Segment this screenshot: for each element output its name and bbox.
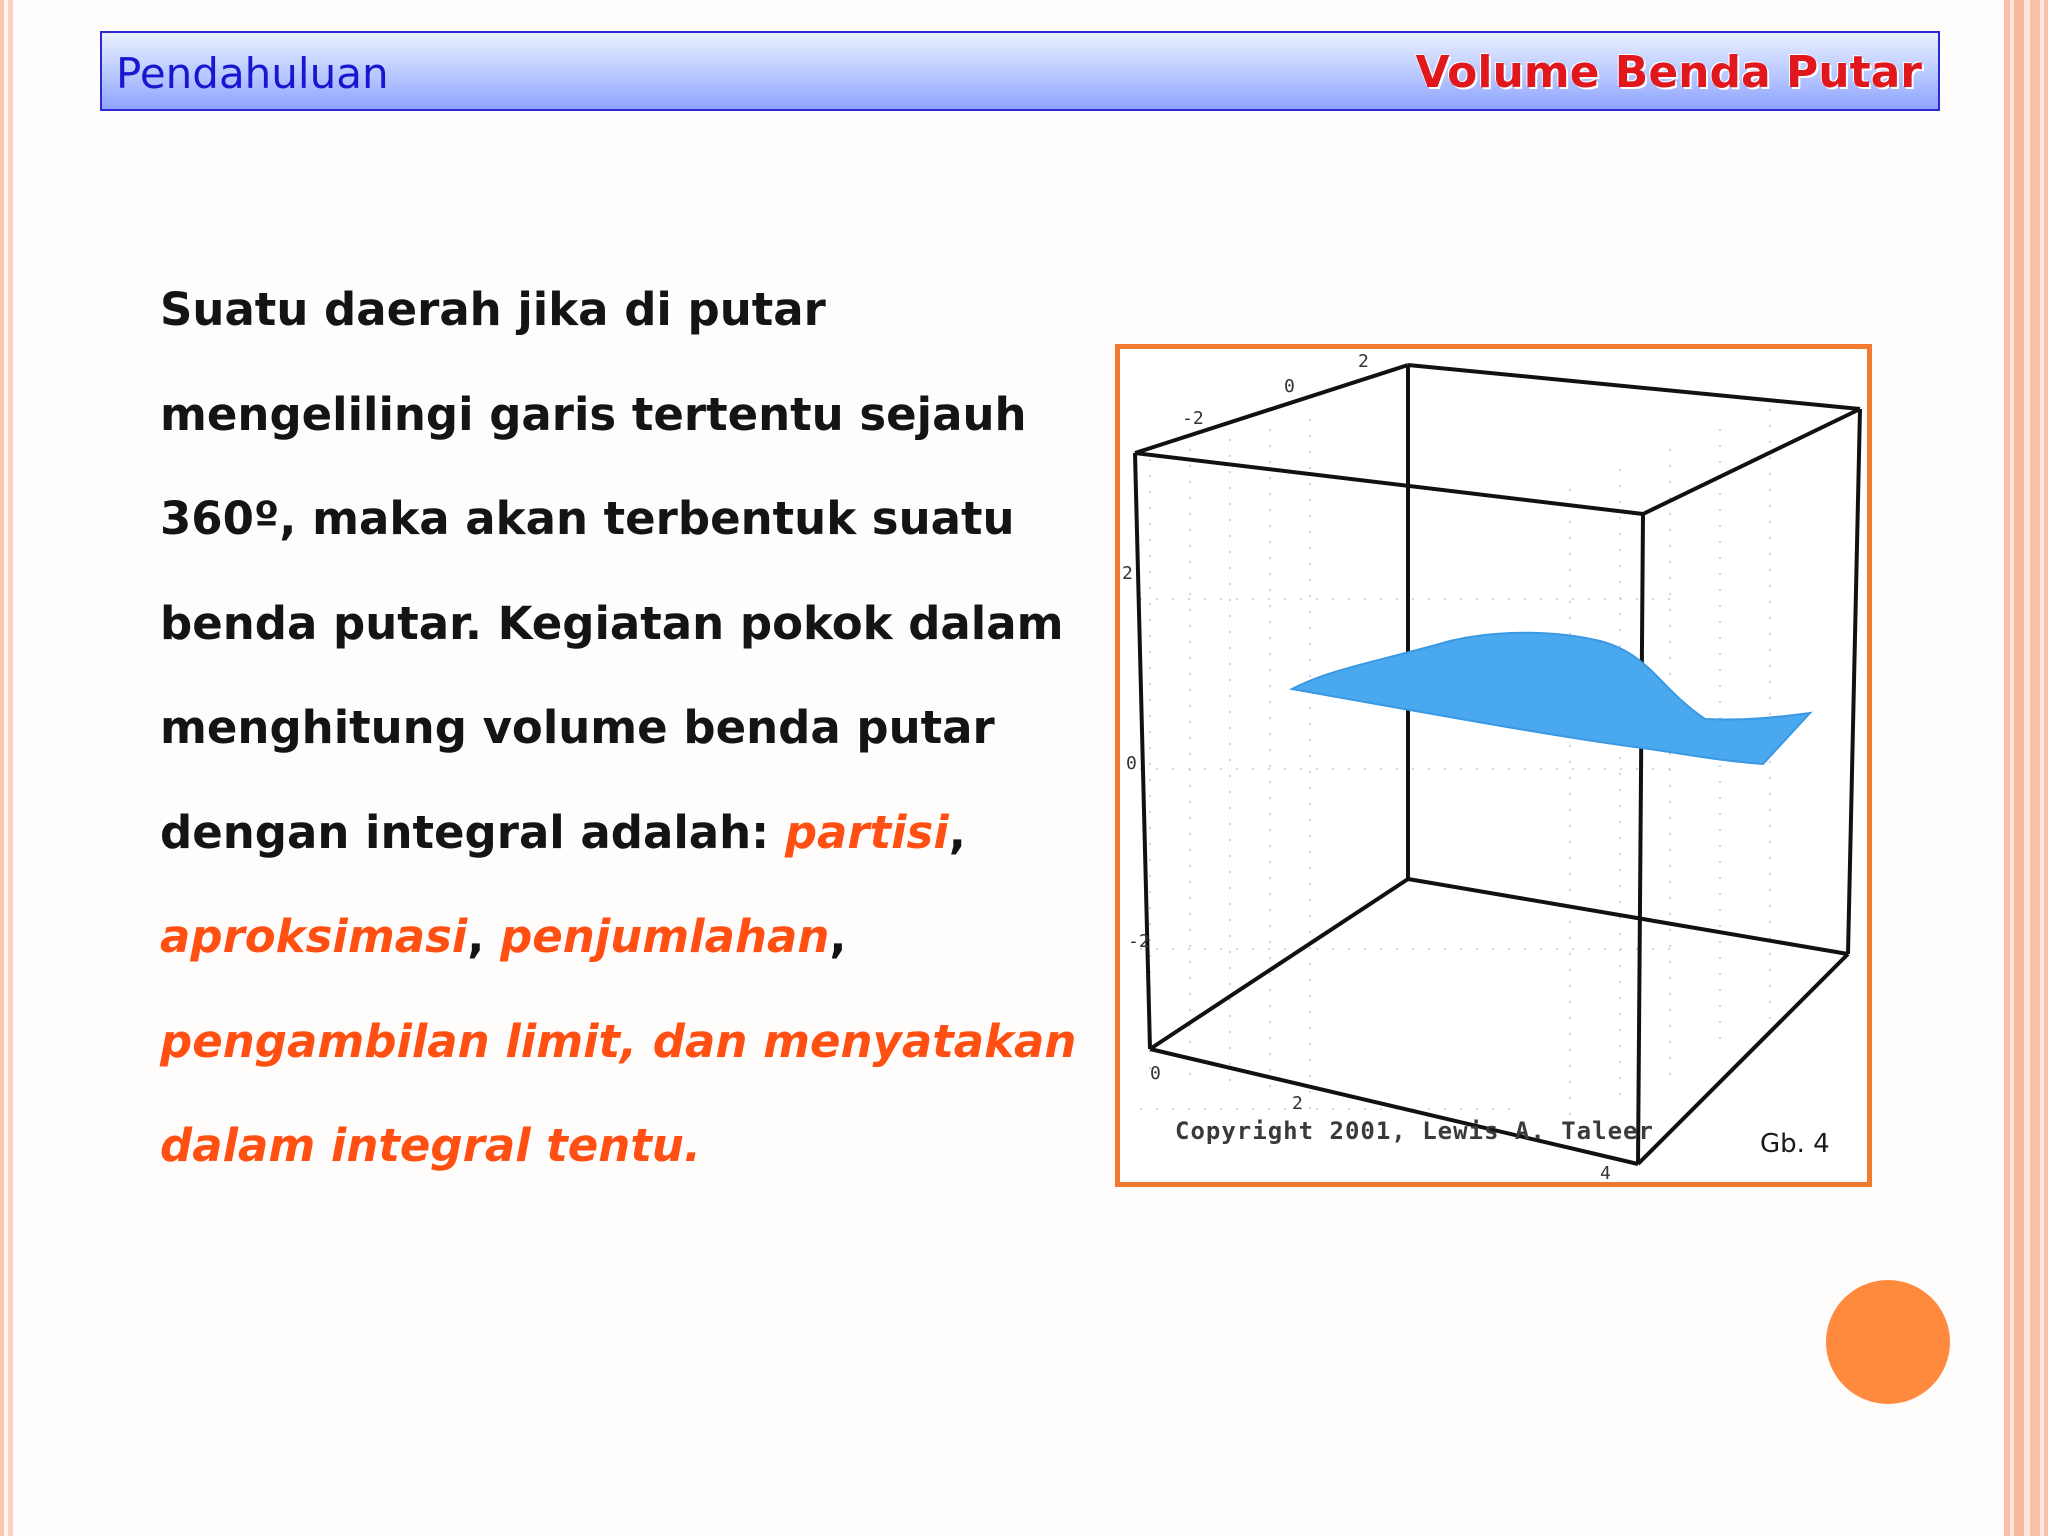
slide-header (100, 31, 1940, 111)
body-line: benda putar. Kegiatan pokok dalam (160, 596, 1064, 650)
body-line (160, 781, 1060, 886)
tick-label: -2 (1128, 931, 1150, 952)
right-border-decoration (1960, 0, 2048, 1536)
tick-label: 2 (1358, 351, 1369, 372)
figure-caption: Gb. 4 (1760, 1129, 1830, 1159)
body-line: menghitung volume benda putar (160, 701, 995, 754)
body-line: 360º, maka akan terbentuk suatu (160, 492, 1015, 545)
tick-label: 2 (1292, 1093, 1303, 1114)
figure-3d-plot (1115, 344, 1872, 1187)
punctuation: , (467, 910, 501, 963)
box-edges (1135, 365, 1860, 1164)
grid-dots (1140, 409, 1770, 1139)
tick-label: 2 (1122, 563, 1133, 584)
tick-label: -2 (1182, 408, 1204, 429)
body-line (160, 990, 1077, 1095)
next-slide-button[interactable] (1826, 1280, 1950, 1404)
plot-graphic (1120, 349, 1867, 1182)
slide-title: Volume Benda Putar (1415, 47, 1922, 98)
highlight-integral-tentu: dalam integral tentu (160, 1119, 684, 1172)
highlight-aproksimasi: aproksimasi (160, 910, 468, 963)
body-line (160, 885, 1060, 990)
tick-label: 0 (1284, 376, 1295, 397)
highlight-pengambilan-limit: pengambilan limit, dan menyatakan (160, 1014, 1077, 1068)
tick-label: 0 (1150, 1063, 1161, 1084)
punctuation: . (683, 1119, 702, 1172)
tick-labels (1122, 351, 1611, 1182)
punctuation: , (948, 805, 966, 859)
highlight-penjumlahan: penjumlahan (500, 910, 830, 963)
body-text-fragment: dengan integral adalah: (160, 805, 785, 859)
body-line: mengelilingi garis tertentu sejauh (160, 387, 1027, 441)
highlight-partisi: partisi (784, 805, 949, 859)
copyright-notice: Copyright 2001, Lewis A. Taleer (1175, 1117, 1654, 1145)
body-line (160, 1094, 1060, 1199)
left-border-decoration (0, 0, 24, 1536)
punctuation: , (829, 910, 847, 963)
surface-shape (1292, 633, 1810, 764)
body-line: Suatu daerah jika di putar (160, 283, 826, 336)
tick-label: 0 (1126, 753, 1137, 774)
tick-label: 4 (1600, 1163, 1611, 1182)
section-label: Pendahuluan (116, 49, 389, 98)
body-paragraph (160, 258, 1077, 1199)
